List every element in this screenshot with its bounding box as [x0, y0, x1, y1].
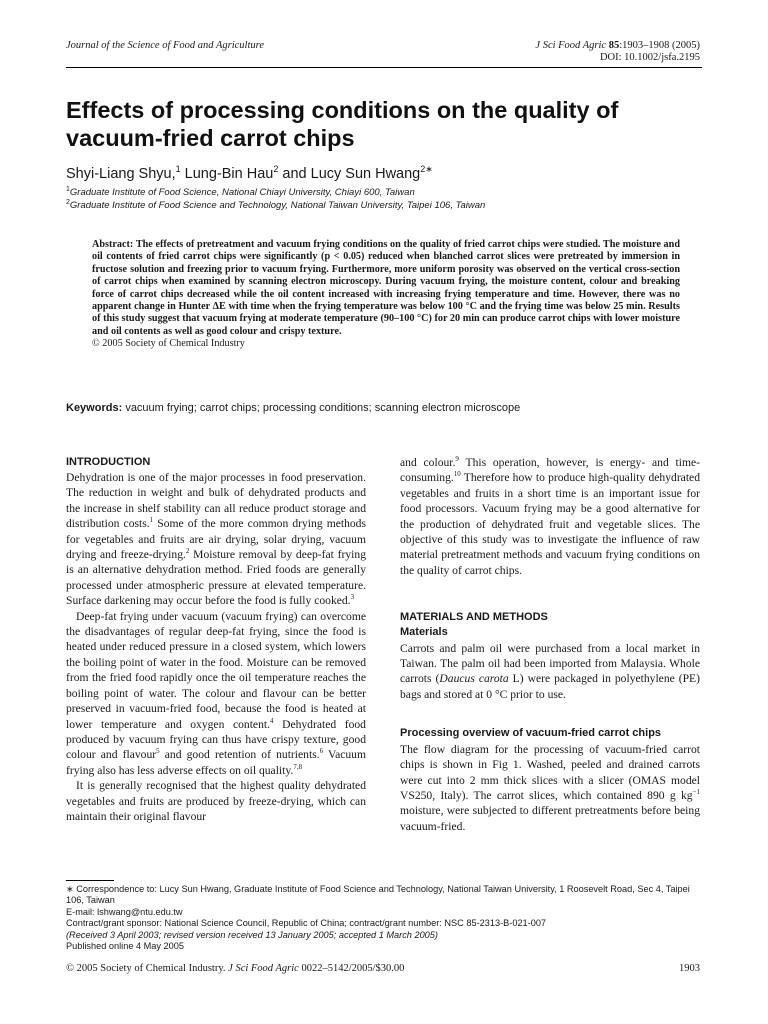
intro-p3-cont-c: Therefore how to produce high-quality dehydrated vegetables and fruits in a short time is an important issue for food processors. Vacuum frying may be a good alternative for the production of dehydrated fruit and vegetable slices. The objective of this study was to investigate the influence of raw material pretreatment methods and vacuum frying conditions on the quality of carrot chips.	[400, 471, 700, 577]
author-1: Shyi-Liang Shyu,	[66, 165, 176, 182]
abstract	[92, 239, 680, 351]
keywords-text: vacuum frying; carrot chips; processing conditions; scanning electron microscope	[125, 402, 521, 414]
affiliation-2-num: 2	[66, 199, 70, 206]
materials-text-b: L) were packaged in polyethylene (PE) bags and stored at 0 °C prior to use.	[400, 672, 701, 701]
materials-text-a: Carrots and palm oil were purchased from a local market in Taiwan. The palm oil had been imported from Malaysia. Whole carrots (	[400, 641, 700, 686]
journal-name: Journal of the Science of Food and Agriculture	[66, 40, 265, 51]
reference-6[interactable]: 6	[319, 747, 324, 756]
reference-5[interactable]: 5	[156, 747, 160, 756]
received-dates: (Received 3 April 2003; revised version received 13 January 2005; accepted 1 March 2005)	[66, 929, 438, 940]
intro-p2-text-d: Vacuum frying also has less adverse effects on oil quality.	[66, 748, 366, 777]
grant-sponsor-note: Contract/grant sponsor: National Science Council, Republic of China; contract/grant number: NSC 85-2313-B-021-007	[66, 918, 547, 929]
unit-exponent: −1	[692, 788, 700, 797]
correspondence-email[interactable]: E-mail: lshwang@ntu.edu.tw	[66, 906, 183, 917]
abstract-body: The effects of pretreatment and vacuum frying conditions on the quality of fried carrot chips were studied. The moisture and oil contents of fried carrot chips were significantly (p < 0.05) reduced when blanched carrot slices were pretreated by immersion in fructose solution and freezing prior to vacuum frying. Furthermore, more uniform porosity was observed on the vertical cross-section of carrot chips when examined by scanning electron microscopy. During vacuum frying, the moisture content, colour and breaking force of carrot chips decreased while the oil content increased with increasing frying temperature and time. However, there was no apparent change in Hunter ΔE with time when the frying temperature was below 100 °C and the frying time was below 25 min. Results of this study suggest that vacuum frying at moderate temperature (90–100 °C) for 20 min can produce carrot chips with lower moisture and oil contents as well as good colour and crispy texture.	[92, 239, 680, 337]
citation-block	[535, 40, 700, 64]
intro-p2-text-b: Dehydrated food produced by vacuum frying can thus have crispy texture, good colour and flavour	[66, 717, 366, 762]
section-heading-introduction: INTRODUCTION	[66, 456, 151, 468]
reference-3[interactable]: 3	[350, 593, 355, 602]
reference-2[interactable]: 2	[185, 547, 190, 556]
intro-paragraph-1	[66, 470, 366, 609]
author-list	[66, 164, 433, 182]
subheading-materials: Materials	[400, 626, 448, 639]
keywords	[66, 402, 706, 414]
processing-text-a: The flow diagram for the processing of vacuum-fried carrot chips is shown in Fig 1. Washed, peeled and drained carrots were cut into 2 mm thick slices with a slicer (OMAS model VS250, Italy). The carrot slices, which contained 890 g kg	[400, 742, 700, 802]
subheading-processing-overview: Processing overview of vacuum-fried carrot chips	[400, 727, 662, 740]
intro-p2-text-c: and good retention of nutrients.	[159, 748, 320, 762]
footnote-rule	[66, 880, 114, 881]
reference-4[interactable]: 4	[269, 716, 274, 725]
intro-p1-text-c: Moisture removal by deep-fat frying is an alternative dehydration method. Fried foods are generally processed under atmospheric pressure at elevated temperature. Surface darkening may occur before the food is fully cooked.	[66, 548, 366, 608]
header-rule	[66, 67, 702, 68]
intro-p1-text-a: Dehydration is one of the major processes in food preservation. The reduction in weight and bulk of dehydrated products and the increase in shelf stability can all reduce product storage and distribution costs.	[66, 471, 366, 531]
affiliation-1-text: Graduate Institute of Food Science, National Chiayi University, Chiayi 600, Taiwan	[69, 187, 415, 199]
author-3: Lucy Sun Hwang	[310, 165, 421, 182]
citation-journal: J Sci Food Agric	[535, 40, 607, 51]
intro-p2-text-a: Deep-fat frying under vacuum (vacuum frying) can overcome the disadvantages of regular deep-fat frying, since the food is heated under reduced pressure in a closed system, which lowers the boiling point of water in the food. Moisture can be removed from the fried food rapidly once the oil temperature reaches the boiling point of water. The colour and flavour can be better preserved in vacuum-fried food, because the food is heated at lower temperature and oxygen content.	[66, 609, 366, 731]
affiliation-2-text: Graduate Institute of Food Science and Technology, National Taiwan University, Taipei 106, Taiwan	[69, 200, 486, 212]
reference-1[interactable]: 1	[149, 516, 154, 525]
correspondence-note: ∗ Correspondence to: Lucy Sun Hwang, Graduate Institute of Food Science and Technology, National Taiwan University, 1 Roosevelt Road, Sec 4, Taipei 106, Taiwan	[66, 884, 690, 906]
doi[interactable]: DOI: 10.1002/jsfa.2195	[599, 52, 700, 63]
right-column	[400, 455, 700, 834]
reference-7-8[interactable]: 7,8	[293, 762, 303, 771]
section-heading-materials-methods: MATERIALS AND METHODS	[400, 611, 548, 624]
footer-copyright	[66, 963, 404, 974]
intro-paragraph-3-cont	[400, 455, 700, 578]
page-number: 1903	[679, 963, 700, 974]
author-3-affil: 2∗	[420, 164, 433, 174]
species-name: Daucus carota	[439, 672, 509, 686]
footer-copyright-text: © 2005 Society of Chemical Industry.	[66, 963, 226, 974]
footer-journal: J Sci Food Agric	[228, 963, 299, 974]
affiliation-1	[66, 186, 415, 198]
author-1-affil: 1	[175, 164, 181, 174]
affiliation-2	[66, 199, 485, 211]
author-2: Lung-Bin Hau	[184, 165, 274, 182]
materials-paragraph	[400, 641, 700, 703]
citation-volume: 85	[608, 40, 620, 51]
abstract-copyright: © 2005 Society of Chemical Industry	[92, 338, 245, 350]
processing-paragraph	[400, 742, 700, 834]
article-title: Effects of processing conditions on the quality of vacuum-fried carrot chips	[66, 97, 619, 151]
intro-paragraph-3: It is generally recognised that the highest quality dehydrated vegetables and fruits are produced by freeze-drying, which can maintain their original flavour	[66, 779, 366, 823]
processing-text-b: moisture, were subjected to different pretreatments before being vacuum-fried.	[400, 804, 700, 833]
left-column	[66, 455, 366, 824]
published-date: Published online 4 May 2005	[66, 941, 184, 952]
footer-issn: 0022–5142/2005/$30.00	[301, 963, 405, 974]
footnotes	[66, 884, 706, 952]
reference-10[interactable]: 10	[453, 470, 461, 479]
intro-p3-cont-a: and colour.	[400, 456, 456, 469]
citation-pages: :1903–1908 (2005)	[619, 40, 700, 51]
author-conjunction: and	[282, 165, 307, 182]
author-2-affil: 2	[273, 164, 279, 174]
keywords-label: Keywords:	[66, 402, 123, 414]
intro-p1-text-b: Some of the more common drying methods for vegetables and fruits are air drying, solar drying, vacuum drying and freeze-drying.	[66, 517, 366, 562]
intro-paragraph-2	[66, 609, 366, 778]
abstract-label: Abstract:	[92, 239, 134, 250]
citation-line	[535, 40, 700, 52]
affiliation-1-num: 1	[66, 186, 70, 193]
reference-9[interactable]: 9	[455, 455, 459, 464]
intro-p3-cont-b: This operation, however, is energy- and time-consuming.	[400, 456, 700, 485]
